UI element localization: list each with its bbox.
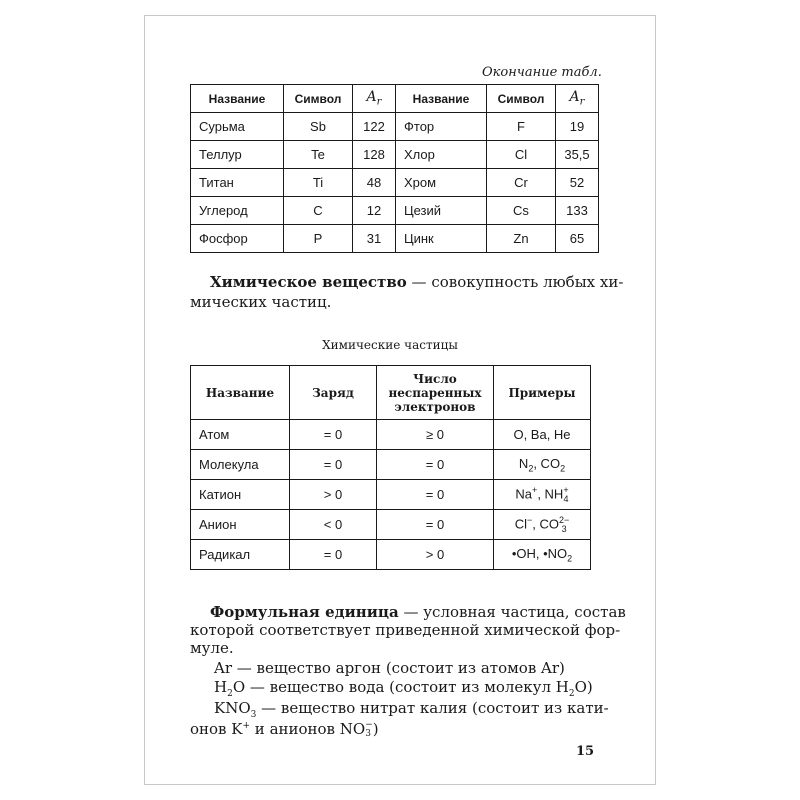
formula-sub: 2 xyxy=(568,689,575,699)
element-mass: 133 xyxy=(556,197,599,225)
formula-sup: − xyxy=(365,720,373,730)
formula-part: N xyxy=(518,455,529,471)
table-row xyxy=(191,420,591,450)
formula-sup: + xyxy=(242,721,251,731)
particle-name: Анион xyxy=(191,510,290,540)
term-formula-unit: Формульная единица xyxy=(210,603,399,621)
formula-sup: + xyxy=(532,485,538,496)
element-name: Хром xyxy=(396,169,487,197)
formula-sub: 3 xyxy=(365,729,371,739)
element-name: Титан xyxy=(191,169,284,197)
element-symbol: F xyxy=(487,113,556,141)
ar-symbol: A xyxy=(569,89,580,106)
formula-sup: + xyxy=(563,484,569,495)
table-row xyxy=(191,197,599,225)
table-row xyxy=(191,480,591,510)
element-symbol: Cl xyxy=(487,141,556,169)
table-row xyxy=(191,169,599,197)
definition-text: — условная частица, состав xyxy=(398,603,626,621)
col-header-symbol: Символ xyxy=(284,85,353,113)
formula-part: •OH, •NO xyxy=(511,545,568,561)
formula-sub: 3 xyxy=(250,710,257,720)
formula-part: , NH xyxy=(537,486,564,502)
particle-examples xyxy=(494,510,591,540)
table-row xyxy=(191,510,591,540)
particle-charge: = 0 xyxy=(290,450,377,480)
formula-sub: 3 xyxy=(561,523,567,534)
formula-part: , CO xyxy=(533,455,561,471)
col-header-name: Название xyxy=(191,85,284,113)
formula-part: , CO xyxy=(532,516,559,532)
header-line: Число xyxy=(413,371,457,386)
ar-symbol: A xyxy=(366,89,377,106)
col-header-unpaired xyxy=(377,366,494,420)
example-potassium-nitrate-cont xyxy=(190,716,379,739)
element-name: Фосфор xyxy=(191,225,284,253)
particle-charge: = 0 xyxy=(290,540,377,570)
formula-sub: 2 xyxy=(227,689,233,699)
element-symbol: P xyxy=(284,225,353,253)
particles-table xyxy=(190,365,591,570)
element-symbol: Te xyxy=(284,141,353,169)
particle-unpaired: = 0 xyxy=(377,510,494,540)
element-symbol: Ti xyxy=(284,169,353,197)
header-line: неспаренных xyxy=(388,385,482,400)
particle-unpaired: ≥ 0 xyxy=(377,420,494,450)
element-mass: 35,5 xyxy=(556,141,599,169)
formula-sup: − xyxy=(527,515,533,526)
ar-subscript: r xyxy=(376,96,382,108)
table-row xyxy=(191,141,599,169)
element-name: Фтор xyxy=(396,113,487,141)
formula-sub: 2 xyxy=(560,463,566,474)
element-mass: 12 xyxy=(353,197,396,225)
formula-part: Na xyxy=(515,486,533,502)
formula-part: ) xyxy=(372,720,379,738)
formula-part: Cl xyxy=(514,516,527,532)
element-symbol: C xyxy=(284,197,353,225)
particle-name: Атом xyxy=(191,420,290,450)
col-header-ar xyxy=(556,85,599,113)
element-mass: 128 xyxy=(353,141,396,169)
particle-name: Катион xyxy=(191,480,290,510)
element-mass: 48 xyxy=(353,169,396,197)
element-name: Цинк xyxy=(396,225,487,253)
table-row xyxy=(191,113,599,141)
particle-unpaired: = 0 xyxy=(377,480,494,510)
col-header-ar xyxy=(353,85,396,113)
element-mass: 19 xyxy=(556,113,599,141)
element-symbol: Cr xyxy=(487,169,556,197)
col-header-name: Название xyxy=(396,85,487,113)
table-row xyxy=(191,225,599,253)
element-name: Теллур xyxy=(191,141,284,169)
table-row xyxy=(191,450,591,480)
particle-name: Радикал xyxy=(191,540,290,570)
formula-part: O) xyxy=(574,678,593,696)
table-continuation-caption: Окончание табл. xyxy=(482,65,602,80)
header-line: электронов xyxy=(394,399,476,414)
element-mass: 122 xyxy=(353,113,396,141)
element-mass: 31 xyxy=(353,225,396,253)
element-symbol: Zn xyxy=(487,225,556,253)
particles-table-title: Химические частицы xyxy=(322,338,458,352)
definition-continuation: которой соответствует приведенной химической фор- xyxy=(190,621,621,639)
particle-charge: < 0 xyxy=(290,510,377,540)
element-name: Хлор xyxy=(396,141,487,169)
definition-continuation: муле. xyxy=(190,639,234,657)
col-header-symbol: Символ xyxy=(487,85,556,113)
formula-unit-definition xyxy=(210,602,626,622)
formula-part: — вещество нитрат калия (состоит из кати- xyxy=(256,699,609,717)
definition-continuation: мических частиц. xyxy=(190,293,332,311)
formula-sub: 2 xyxy=(567,553,573,564)
element-name: Углерод xyxy=(191,197,284,225)
element-name: Сурьма xyxy=(191,113,284,141)
col-header-charge: Заряд xyxy=(290,366,377,420)
particle-examples xyxy=(494,540,591,570)
formula-part: и анионов NO xyxy=(250,720,366,738)
formula-part: онов K xyxy=(190,720,243,738)
particle-charge: > 0 xyxy=(290,480,377,510)
particle-examples: O, Ba, He xyxy=(494,420,591,450)
formula-part: O — вещество вода (состоит из молекул H xyxy=(232,678,569,696)
chemical-substance-definition xyxy=(210,272,623,292)
ar-subscript: r xyxy=(579,96,585,108)
element-symbol: Cs xyxy=(487,197,556,225)
particle-examples xyxy=(494,480,591,510)
particle-unpaired: = 0 xyxy=(377,450,494,480)
col-header-examples: Примеры xyxy=(494,366,591,420)
formula-sup: 2− xyxy=(559,514,570,525)
formula-sub: 2 xyxy=(528,463,534,474)
particle-name: Молекула xyxy=(191,450,290,480)
page-number: 15 xyxy=(576,744,595,759)
col-header-name: Название xyxy=(191,366,290,420)
formula-part: H xyxy=(214,678,228,696)
table-row xyxy=(191,540,591,570)
definition-text: — совокупность любых хи- xyxy=(406,273,624,291)
formula-sub: 4 xyxy=(563,493,569,504)
formula-part: KNO xyxy=(214,699,251,717)
particle-examples xyxy=(494,450,591,480)
example-argon: Ar — вещество аргон (состоит из атомов Ar) xyxy=(214,659,565,677)
element-mass: 52 xyxy=(556,169,599,197)
element-name: Цезий xyxy=(396,197,487,225)
elements-table xyxy=(190,84,599,253)
element-mass: 65 xyxy=(556,225,599,253)
element-symbol: Sb xyxy=(284,113,353,141)
term-chemical-substance: Химическое вещество xyxy=(210,273,407,291)
particle-unpaired: > 0 xyxy=(377,540,494,570)
particle-charge: = 0 xyxy=(290,420,377,450)
